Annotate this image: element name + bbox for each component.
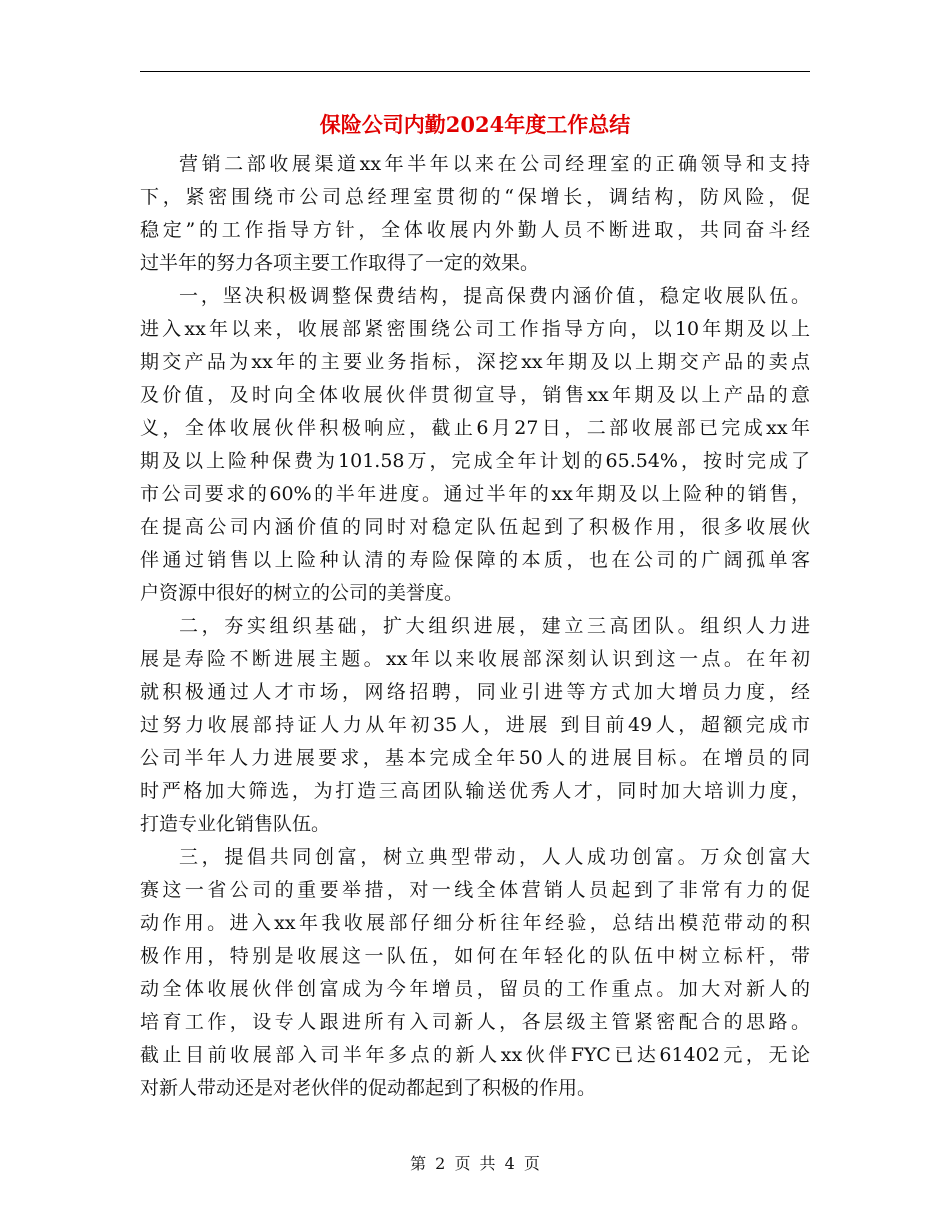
paragraph-line: 二，夯实组织基础，扩大组织进展，建立三高团队。组织人力进: [179, 615, 810, 637]
header-rule: [140, 71, 810, 72]
document-title: 保险公司内勤2024年度工作总结: [319, 112, 631, 137]
paragraph-line: 公司半年人力进展要求，基本完成全年50人的进展目标。在增员的同: [140, 747, 810, 769]
paragraph-line: 稳定”的工作指导方针，全体收展内外勤人员不断进取，共同奋斗经: [140, 219, 810, 241]
paragraph-line: 就积极通过人才市场，网络招聘，同业引进等方式加大增员力度，经: [140, 681, 810, 703]
paragraph-line: 及价值，及时向全体收展伙伴贯彻宣导，销售xx年期及以上产品的意: [140, 384, 810, 406]
paragraph: [140, 841, 810, 1105]
paragraph-line: 伴通过销售以上险种认清的寿险保障的本质，也在公司的广阔孤单客: [140, 549, 810, 571]
paragraph-line: 在提高公司内涵价值的同时对稳定队伍起到了积极作用，很多收展伙: [140, 516, 810, 538]
paragraph-line: 时严格加大筛选，为打造三高团队输送优秀人才，同时加大培训力度，: [140, 780, 810, 802]
paragraph-line: 对新人带动还是对老伙伴的促动都起到了积极的作用。: [140, 1077, 597, 1099]
paragraph-line: 户资源中很好的树立的公司的美誉度。: [140, 582, 464, 604]
paragraph-line: 极作用，特别是收展这一队伍，如何在年轻化的队伍中树立标杆，带: [140, 945, 810, 967]
paragraph-line: 动作用。进入xx年我收展部仔细分析往年经验，总结出模范带动的积: [140, 912, 810, 934]
paragraph-line: 营销二部收展渠道xx年半年以来在公司经理室的正确领导和支持: [179, 153, 810, 175]
paragraph-line: 期交产品为xx年的主要业务指标，深挖xx年期及以上期交产品的卖点: [140, 351, 810, 373]
paragraph-line: 义，全体收展伙伴积极响应，截止6月27日，二部收展部已完成xx年: [140, 417, 810, 439]
paragraph-line: 过努力收展部持证人力从年初35人，进展 到目前49人，超额完成市: [140, 714, 810, 736]
paragraph-line: 市公司要求的60%的半年进度。通过半年的xx年期及以上险种的销售，: [140, 483, 810, 505]
paragraph-line: 下，紧密围绕市公司总经理室贯彻的“保增长，调结构，防风险，促: [140, 186, 810, 208]
document-body: [140, 148, 810, 1105]
paragraph-line: 进入xx年以来，收展部紧密围绕公司工作指导方向，以10年期及以上: [140, 318, 810, 340]
paragraph-line: 期及以上险种保费为101.58万，完成全年计划的65.54%，按时完成了: [140, 450, 810, 472]
paragraph-line: 打造专业化销售队伍。: [140, 813, 331, 835]
paragraph-line: 三，提倡共同创富，树立典型带动，人人成功创富。万众创富大: [179, 846, 810, 868]
paragraph: [140, 280, 810, 610]
paragraph-line: 截止目前收展部入司半年多点的新人xx伙伴FYC已达61402元，无论: [140, 1044, 810, 1066]
paragraph: [140, 610, 810, 841]
paragraph-line: 赛这一省公司的重要举措，对一线全体营销人员起到了非常有力的促: [140, 879, 810, 901]
paragraph-line: 展是寿险不断进展主题。xx年以来收展部深刻认识到这一点。在年初: [140, 648, 810, 670]
paragraph-line: 过半年的努力各项主要工作取得了一定的效果。: [140, 252, 540, 274]
paragraph: [140, 148, 810, 280]
page-footer: 第 2 页 共 4 页: [410, 1154, 540, 1173]
paragraph-line: 培育工作，设专人跟进所有入司新人，各层级主管紧密配合的思路。: [140, 1011, 810, 1033]
paragraph-line: 动全体收展伙伴创富成为今年增员，留员的工作重点。加大对新人的: [140, 978, 810, 1000]
paragraph-line: 一，坚决积极调整保费结构，提高保费内涵价值，稳定收展队伍。: [179, 285, 810, 307]
